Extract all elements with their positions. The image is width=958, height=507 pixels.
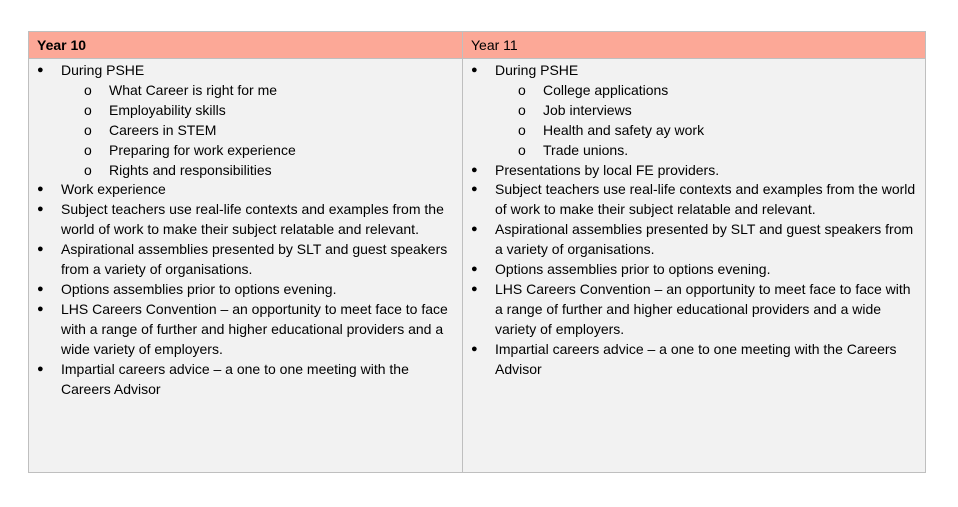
year-10-cell xyxy=(29,59,463,472)
list-text: Aspirational assemblies presented by SLT and guest speakers from a variety of organisations. xyxy=(61,241,448,278)
bullet-icon: ● xyxy=(471,282,478,295)
sub-list-text: Job interviews xyxy=(543,101,632,118)
table-body-row xyxy=(29,59,925,472)
table-header-row xyxy=(29,32,925,59)
list-text: Impartial careers advice – a one to one meeting with the Careers Advisor xyxy=(61,360,409,397)
circle-bullet-icon: o xyxy=(84,141,92,158)
list-item xyxy=(29,360,462,400)
list-item xyxy=(463,61,925,161)
careers-table xyxy=(28,31,926,473)
list-item xyxy=(29,300,462,360)
bullet-icon: ● xyxy=(37,282,44,295)
list-item xyxy=(463,220,925,260)
bullet-icon: ● xyxy=(471,223,478,236)
circle-bullet-icon: o xyxy=(84,161,92,178)
bullet-icon: ● xyxy=(471,183,478,196)
circle-bullet-icon: o xyxy=(518,81,526,98)
sub-list-item xyxy=(61,161,458,181)
list-text: Presentations by local FE providers. xyxy=(495,161,720,178)
bullet-icon: ● xyxy=(37,243,44,256)
list-item xyxy=(29,280,462,300)
bullet-icon: ● xyxy=(471,64,478,76)
bullet-icon: ● xyxy=(471,263,478,276)
bullet-icon: ● xyxy=(37,362,44,375)
sub-list-text: Trade unions. xyxy=(543,141,629,158)
pshe-label: During PSHE xyxy=(495,62,579,78)
list-text: Options assemblies prior to options evening. xyxy=(61,280,337,297)
list-item xyxy=(29,240,462,280)
list-text: LHS Careers Convention – an opportunity to meet face to face with a range of further and higher educational providers and a wide variety of employers. xyxy=(495,280,911,337)
circle-bullet-icon: o xyxy=(84,121,92,138)
pshe-label: During PSHE xyxy=(61,62,145,78)
list-text: Aspirational assemblies presented by SLT and guest speakers from a variety of organisations. xyxy=(495,221,914,258)
list-item xyxy=(463,161,925,181)
sub-list-text: Preparing for work experience xyxy=(109,141,296,158)
circle-bullet-icon: o xyxy=(518,121,526,138)
sub-list-text: Health and safety ay work xyxy=(543,121,705,138)
year-11-list xyxy=(463,61,925,380)
bullet-icon: ● xyxy=(471,163,478,176)
bullet-icon: ● xyxy=(471,342,478,355)
list-item xyxy=(463,280,925,340)
sub-list-item xyxy=(495,141,921,161)
list-item xyxy=(463,260,925,280)
sub-list-text: What Career is right for me xyxy=(109,81,278,98)
sub-list-item xyxy=(61,81,458,101)
year-10-list xyxy=(29,61,462,399)
sub-list-item xyxy=(495,121,921,141)
list-text: LHS Careers Convention – an opportunity to meet face to face with a range of further and higher educational providers and a wide variety of employers. xyxy=(61,300,448,357)
sub-list-item xyxy=(495,81,921,101)
header-year-11: Year 11 xyxy=(471,37,518,53)
bullet-icon: ● xyxy=(37,302,44,315)
bullet-icon: ● xyxy=(37,183,44,196)
circle-bullet-icon: o xyxy=(518,141,526,158)
list-text: Work experience xyxy=(61,181,166,198)
sub-list-text: Careers in STEM xyxy=(109,121,217,138)
list-text: Options assemblies prior to options evening. xyxy=(495,261,771,278)
header-year-10: Year 10 xyxy=(29,32,463,58)
sub-list-text: College applications xyxy=(543,81,669,98)
list-item xyxy=(29,180,462,200)
sub-list-text: Rights and responsibilities xyxy=(109,161,272,178)
list-text: Subject teachers use real-life contexts and examples from the world of work to make their subject relatable and relevant. xyxy=(61,201,444,238)
circle-bullet-icon: o xyxy=(84,101,92,118)
circle-bullet-icon: o xyxy=(84,81,92,98)
list-item xyxy=(29,200,462,240)
list-text: Subject teachers use real-life contexts and examples from the world of work to make their subject relatable and relevant. xyxy=(495,181,916,218)
year-11-cell xyxy=(463,59,925,472)
pshe-sub-list xyxy=(61,81,458,181)
bullet-icon: ● xyxy=(37,64,44,76)
list-text: Impartial careers advice – a one to one meeting with the Careers Advisor xyxy=(495,340,897,377)
sub-list-item xyxy=(61,101,458,121)
sub-list-item xyxy=(495,101,921,121)
list-item xyxy=(463,180,925,220)
circle-bullet-icon: o xyxy=(518,101,526,118)
pshe-sub-list xyxy=(495,81,921,161)
list-item xyxy=(463,340,925,380)
bullet-icon: ● xyxy=(37,203,44,216)
sub-list-item xyxy=(61,141,458,161)
list-item xyxy=(29,61,462,180)
sub-list-item xyxy=(61,121,458,141)
sub-list-text: Employability skills xyxy=(109,101,226,118)
